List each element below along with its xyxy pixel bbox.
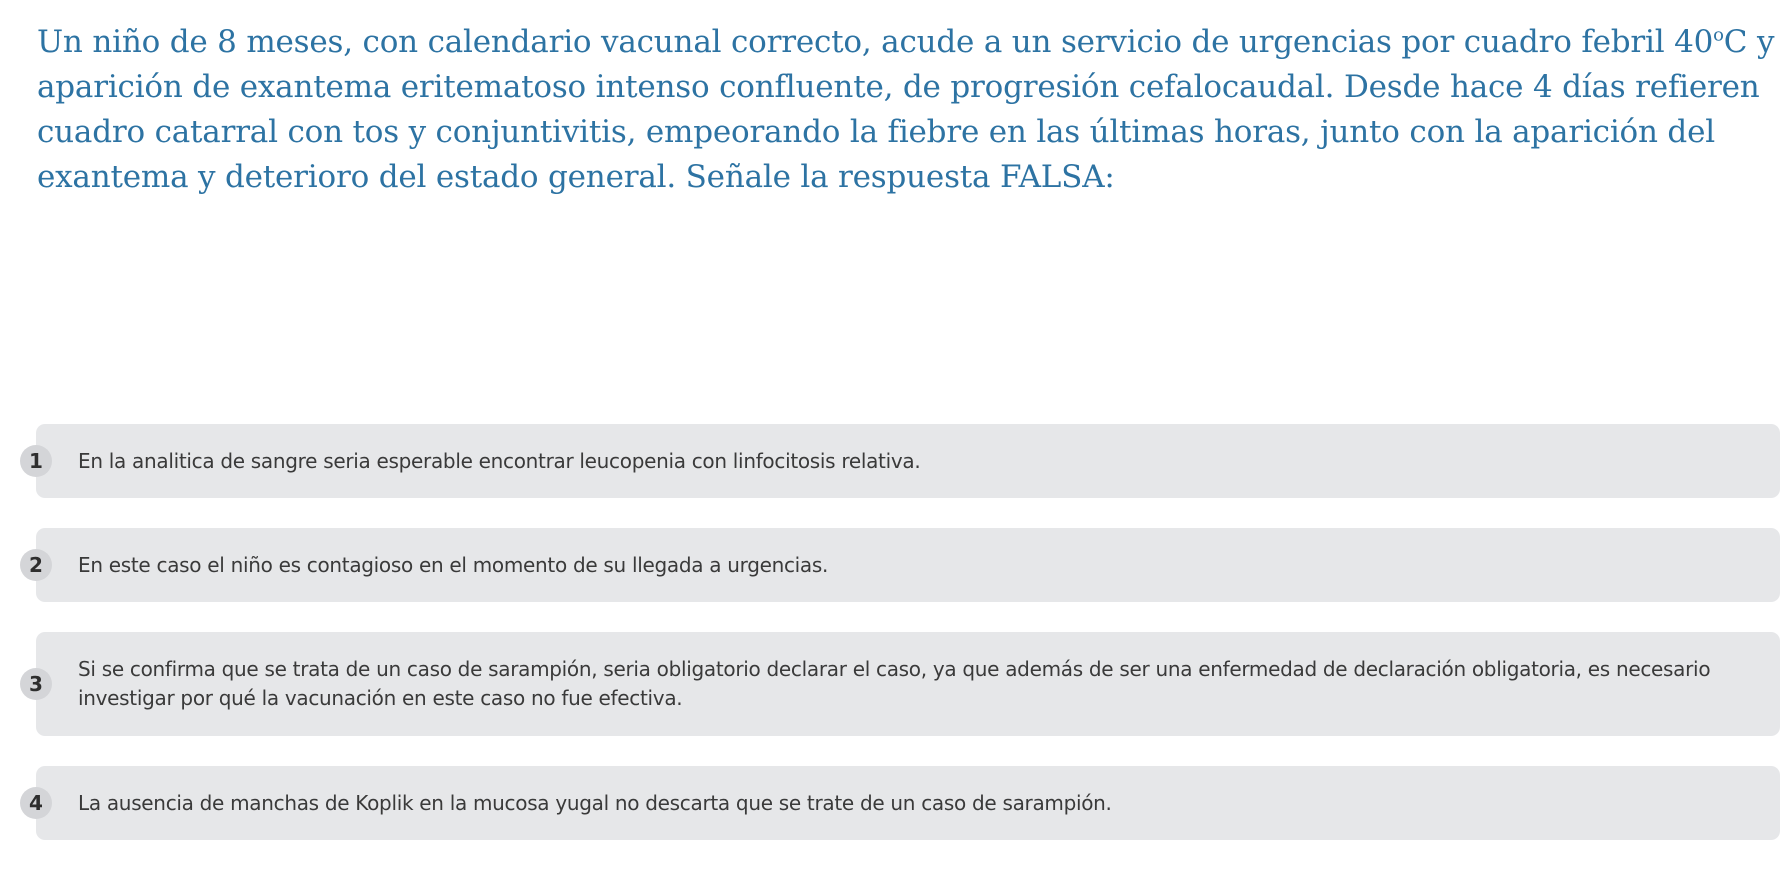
question-body: C y aparición de exantema eritematoso intenso confluente, de progresión cefalocaudal. Desde hace 4 días refieren cuadro catarral con tos y conjuntivitis, empeorando la fiebre en las últimas horas, junto con la aparición del exantema y deterioro del estado general. Señale la respuesta FALSA: [37,24,1775,195]
option-text: La ausencia de manchas de Koplik en la mucosa yugal no descarta que se trate de un caso de sarampión. [78,790,1112,815]
question-line-1: Un niño de 8 meses, con calendario vacunal correcto, acude a un servicio de urgencias por cuadro febril [37,24,1665,60]
answer-option-1[interactable] [29,424,1780,498]
temperature-value: 40 [1674,24,1714,60]
answer-option-3[interactable] [29,632,1780,736]
option-text: En este caso el niño es contagioso en el momento de su llegada a urgencias. [78,552,829,577]
option-number-badge: 1 [20,445,52,477]
option-number-badge: 2 [20,549,52,581]
answer-option-4[interactable] [29,766,1780,840]
option-number-badge: 4 [20,787,52,819]
answer-option-2[interactable] [29,528,1780,602]
option-number-badge: 3 [20,668,52,700]
question-text [37,20,1777,200]
option-text: Si se confirma que se trata de un caso de sarampión, seria obligatorio declarar el caso, ya que además de ser una enfermedad de declaración obligatoria, es necesario investigar por qué la vacunación en este caso no fue efectiva. [78,657,1711,710]
option-text: En la analitica de sangre seria esperable encontrar leucopenia con linfocitosis relativa. [78,448,921,473]
degree-symbol: o [1713,24,1724,46]
